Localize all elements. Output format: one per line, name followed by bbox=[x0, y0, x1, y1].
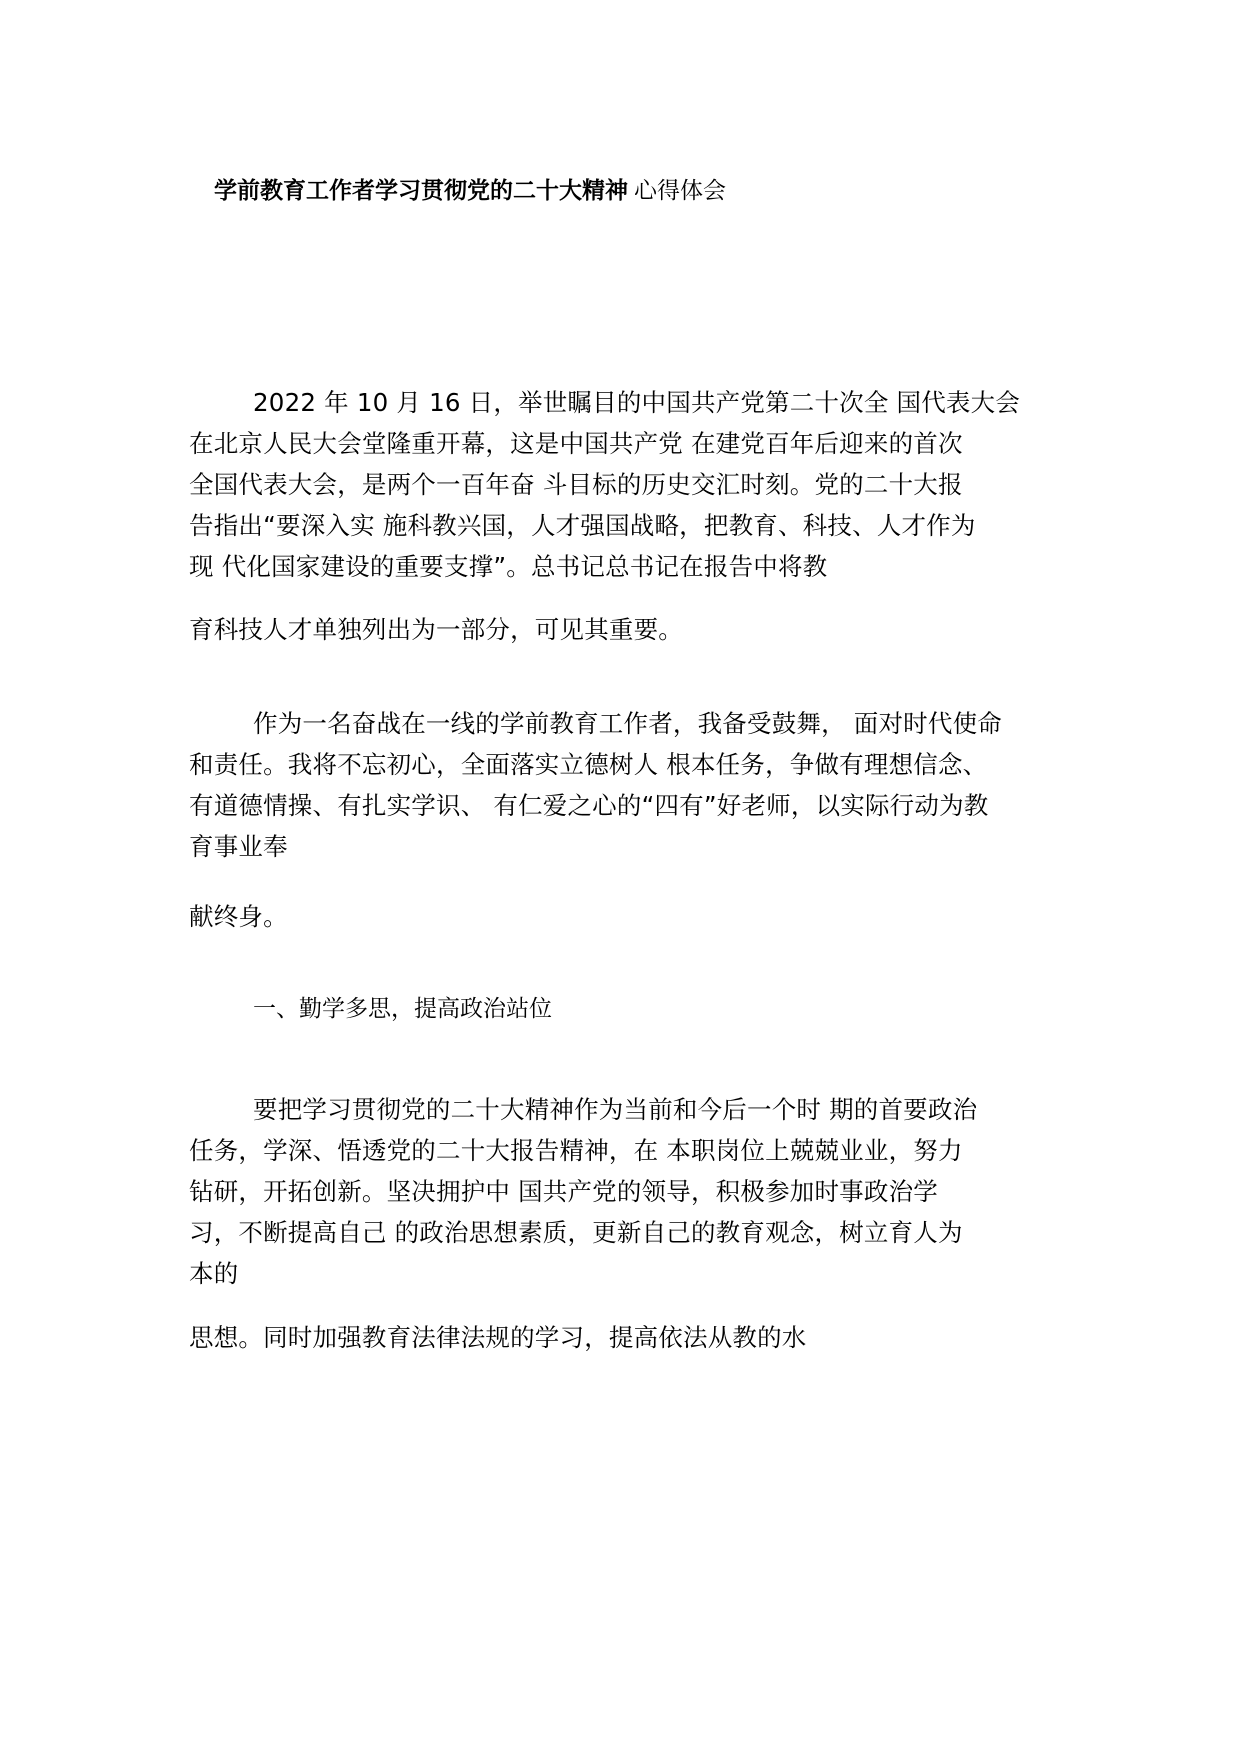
paragraph-1-line: 2022 年 10 月 16 日，举世瞩目的中国共产党第二十次全 国代表大会 bbox=[253, 388, 1021, 417]
paragraph-3-tail: 思想。同时加强教育法律法规的学习，提高依法从教的水 bbox=[189, 1323, 807, 1352]
paragraph-1-line: 现 代化国家建设的重要支撑”。总书记总书记在报告中将教 bbox=[189, 552, 828, 581]
paragraph-3-line: 本的 bbox=[189, 1259, 239, 1288]
paragraph-1-line: 告指出“要深入实 施科教兴国，人才强国战略，把教育、科技、人才作为 bbox=[189, 511, 976, 540]
paragraph-1 bbox=[189, 382, 1079, 587]
paragraph-2 bbox=[189, 703, 1079, 867]
paragraph-1-line: 在北京人民大会堂隆重开幕，这是中国共产党 在建党百年后迎来的首次 bbox=[189, 429, 963, 458]
paragraph-3-line: 习，不断提高自己 的政治思想素质，更新自己的教育观念，树立育人为 bbox=[189, 1218, 963, 1247]
paragraph-2-line: 作为一名奋战在一线的学前教育工作者，我备受鼓舞， 面对时代使命 bbox=[253, 709, 1002, 738]
paragraph-2-line: 和责任。我将不忘初心，全面落实立德树人 根本任务，争做有理想信念、 bbox=[189, 750, 988, 779]
paragraph-2-tail: 献终身。 bbox=[189, 902, 288, 931]
paragraph-3 bbox=[189, 1089, 1079, 1294]
title-main: 学前教育工作者学习贯彻党的二十大精神 bbox=[214, 178, 628, 204]
document-title bbox=[214, 174, 726, 208]
paragraph-3-line: 任务，学深、悟透党的二十大报告精神，在 本职岗位上兢兢业业，努力 bbox=[189, 1136, 963, 1165]
paragraph-1-line: 全国代表大会，是两个一百年奋 斗目标的历史交汇时刻。党的二十大报 bbox=[189, 470, 963, 499]
title-sub: 心得体会 bbox=[634, 178, 726, 204]
paragraph-1-tail: 育科技人才单独列出为一部分，可见其重要。 bbox=[189, 615, 683, 644]
paragraph-3-line: 要把学习贯彻党的二十大精神作为当前和今后一个时 期的首要政治 bbox=[253, 1095, 978, 1124]
paragraph-2-line: 有道德情操、有扎实学识、 有仁爱之心的“四有”好老师，以实际行动为教 bbox=[189, 791, 989, 820]
section-heading: 一、勤学多思，提高政治站位 bbox=[253, 996, 552, 1022]
paragraph-2-line: 育事业奉 bbox=[189, 832, 288, 861]
paragraph-3-line: 钻研，开拓创新。坚决拥护中 国共产党的领导，积极参加时事政治学 bbox=[189, 1177, 938, 1206]
